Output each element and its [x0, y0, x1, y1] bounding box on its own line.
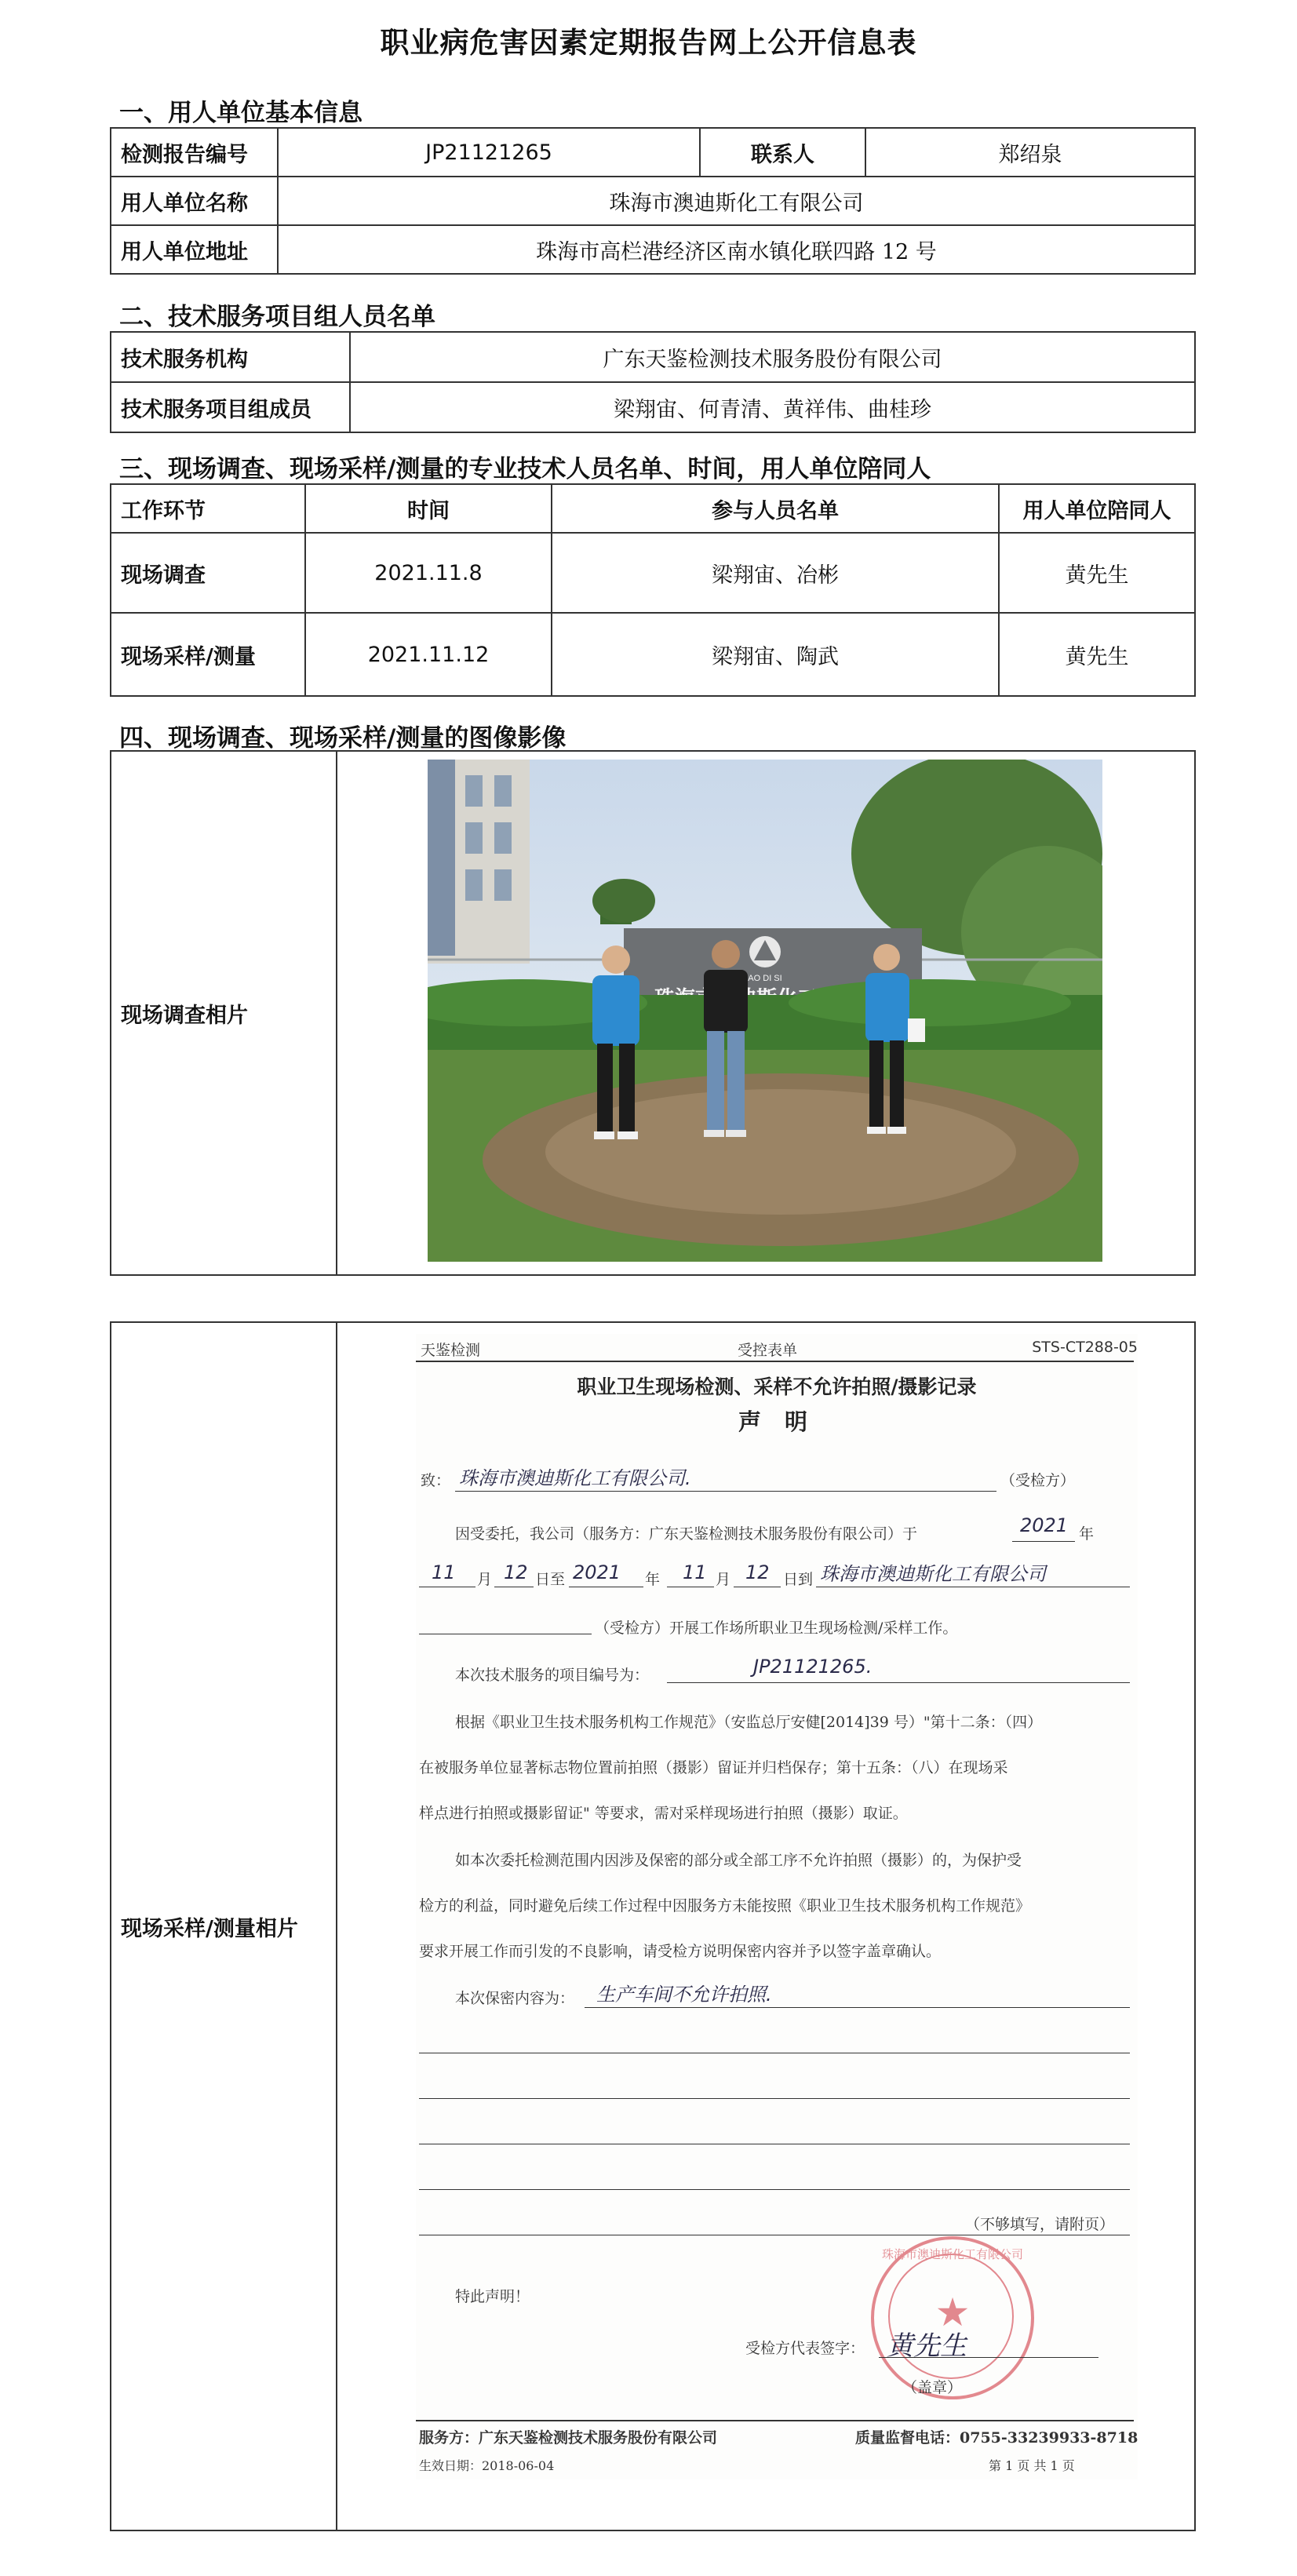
- day-handwritten: 12: [504, 1561, 528, 1583]
- divider: [416, 1361, 1134, 1362]
- month-label: 月: [477, 1571, 493, 1588]
- divider: [416, 2420, 1134, 2421]
- column-header: 参与人员名单: [552, 484, 999, 533]
- org-label: 技术服务机构: [111, 332, 350, 382]
- stage-cell: 现场调查: [111, 533, 305, 613]
- report-no-label: 检测报告编号: [111, 128, 278, 177]
- section-heading-images: 四、现场调查、现场采样/测量的图像影像: [119, 724, 567, 752]
- page-title: 职业病危害因素定期报告网上公开信息表: [380, 25, 917, 60]
- underline: [419, 2098, 1130, 2099]
- column-header: 工作环节: [111, 484, 305, 533]
- para-6: 在被服务单位显著标志物位置前拍照（摄影）留证并归档保存；第十五条：（八）在现场采: [419, 1759, 1008, 1776]
- company-label: 用人单位名称: [111, 177, 278, 225]
- month2-label: 月: [716, 1571, 731, 1588]
- underline: [419, 2189, 1130, 2190]
- members-label: 技术服务项目组成员: [111, 382, 350, 432]
- para-1: 因受委托，我公司（服务方：广东天鉴检测技术服务股份有限公司）于: [455, 1525, 918, 1543]
- people-cell: 梁翔宙、陶武: [552, 613, 999, 696]
- contact-value: 郑绍泉: [865, 128, 1195, 177]
- table-row: [111, 382, 1195, 432]
- year2-handwritten: 2021: [573, 1561, 621, 1583]
- table-row: [111, 177, 1195, 225]
- month2-handwritten: 11: [683, 1561, 707, 1583]
- basic-info-table: [110, 127, 1196, 275]
- day-at-label: 日到: [783, 1571, 814, 1588]
- not-enough-note: （不够填写，请附页）: [965, 2216, 1115, 2233]
- column-header: 用人单位陪同人: [999, 484, 1195, 533]
- sampling-photo-label: 现场采样/测量相片: [111, 1322, 337, 2530]
- escort-cell: 黄先生: [999, 533, 1195, 613]
- company-value: 珠海市澳迪斯化工有限公司: [278, 177, 1195, 225]
- org-value: 广东天鉴检测技术服务股份有限公司: [350, 332, 1195, 382]
- table-row: [111, 484, 1195, 533]
- footer-phone: 质量监督电话：0755-33239933-8718: [855, 2429, 1139, 2447]
- to-prefix: 致：: [421, 1472, 451, 1489]
- underline: [667, 1682, 1130, 1683]
- survey-photo-image: [428, 760, 1102, 1262]
- contact-label: 联系人: [700, 128, 865, 177]
- escort-cell: 黄先生: [999, 613, 1195, 696]
- table-row: [111, 533, 1195, 613]
- survey-photo: [428, 760, 1102, 1262]
- underline: [585, 2007, 1130, 2008]
- effective-date: 生效日期：2018-06-04: [419, 2458, 555, 2473]
- special-statement: 特此声明！: [455, 2288, 530, 2305]
- project-no-handwritten: JP21121265.: [753, 1656, 873, 1678]
- para-10: 要求开展工作而引发的不良影响，请受检方说明保密内容并予以签字盖章确认。: [419, 1943, 942, 1960]
- table-row: [111, 128, 1195, 177]
- para-8: 如本次委托检测范围内因涉及保密的部分或全部工序不允许拍照（摄影）的，为保护受: [455, 1852, 1022, 1869]
- confidential-label: 本次保密内容为：: [455, 1990, 575, 2007]
- survey-table: [110, 483, 1196, 697]
- underline: [1012, 1541, 1075, 1542]
- column-header: 时间: [305, 484, 552, 533]
- confidential-handwritten: 生产车间不允许拍照.: [596, 1984, 772, 2006]
- people-cell: 梁翔宙、冶彬: [552, 533, 999, 613]
- form-statement-heading: 声 明: [738, 1408, 816, 1435]
- stage-cell: 现场采样/测量: [111, 613, 305, 696]
- year-handwritten: 2021: [1020, 1514, 1069, 1536]
- signature-handwritten: 黄先生: [887, 2330, 967, 2362]
- seal-text: 珠海市澳迪斯化工有限公司: [881, 2247, 1023, 2261]
- year2-label: 年: [645, 1571, 661, 1588]
- place-handwritten: 珠海市澳迪斯化工有限公司: [820, 1563, 1046, 1585]
- date-cell: 2021.11.12: [305, 613, 552, 696]
- form-title: 职业卫生现场检测、采样不允许拍照/摄影记录: [577, 1375, 977, 1398]
- survey-photo-label: 现场调查相片: [111, 751, 337, 1275]
- address-value: 珠海市高栏港经济区南水镇化联四路 12 号: [278, 225, 1195, 274]
- form-header-right: STS-CT288-05: [1032, 1339, 1138, 1356]
- members-value: 梁翔宙、何青清、黄祥伟、曲桂珍: [350, 382, 1195, 432]
- project-no-label: 本次技术服务的项目编号为：: [455, 1667, 650, 1684]
- company-seal: [871, 2236, 1034, 2399]
- page-number: 第 1 页 共 1 页: [989, 2458, 1075, 2473]
- declaration-form-scan: [416, 1334, 1138, 2479]
- underline: [879, 2357, 1098, 2358]
- section-heading-basic-info: 一、用人单位基本信息: [119, 99, 363, 127]
- form-header-center: 受控表单: [738, 1342, 798, 1359]
- footer-service: 服务方：广东天鉴检测技术服务股份有限公司: [419, 2429, 718, 2447]
- month-handwritten: 11: [432, 1561, 456, 1583]
- to-suffix: （受检方）: [1000, 1472, 1076, 1489]
- to-handwritten: 珠海市澳迪斯化工有限公司.: [459, 1467, 691, 1489]
- date-cell: 2021.11.8: [305, 533, 552, 613]
- para-3: （受检方）开展工作场所职业卫生现场检测/采样工作。: [595, 1620, 958, 1637]
- address-label: 用人单位地址: [111, 225, 278, 274]
- section-heading-team: 二、技术服务项目组人员名单: [119, 303, 435, 331]
- day-to-label: 日至: [535, 1571, 566, 1588]
- form-header-left: 天鉴检测: [421, 1342, 481, 1359]
- team-table: [110, 331, 1196, 433]
- underline: [455, 1491, 996, 1492]
- para-5: 根据《职业卫生技术服务机构工作规范》（安监总厅安健[2014]39 号）"第十二条：（四）: [455, 1714, 1043, 1731]
- table-row: [111, 613, 1195, 696]
- year-label: 年: [1079, 1525, 1095, 1543]
- sign-label: 受检方代表签字：: [745, 2340, 865, 2357]
- para-7: 样点进行拍照或摄影留证" 等要求，需对采样现场进行拍照（摄影）取证。: [419, 1805, 908, 1822]
- seal-star-icon: ★: [934, 2290, 971, 2335]
- table-row: [111, 225, 1195, 274]
- seal-label: （盖章）: [902, 2379, 963, 2396]
- section-heading-survey: 三、现场调查、现场采样/测量的专业技术人员名单、时间，用人单位陪同人: [119, 455, 931, 483]
- para-9: 检方的利益，同时避免后续工作过程中因服务方未能按照《职业卫生技术服务机构工作规范》: [419, 1897, 1031, 1915]
- table-row: [111, 332, 1195, 382]
- report-no-value: JP21121265: [278, 128, 700, 177]
- day2-handwritten: 12: [745, 1561, 770, 1583]
- sign-sub-text: AO DI SI: [748, 974, 782, 983]
